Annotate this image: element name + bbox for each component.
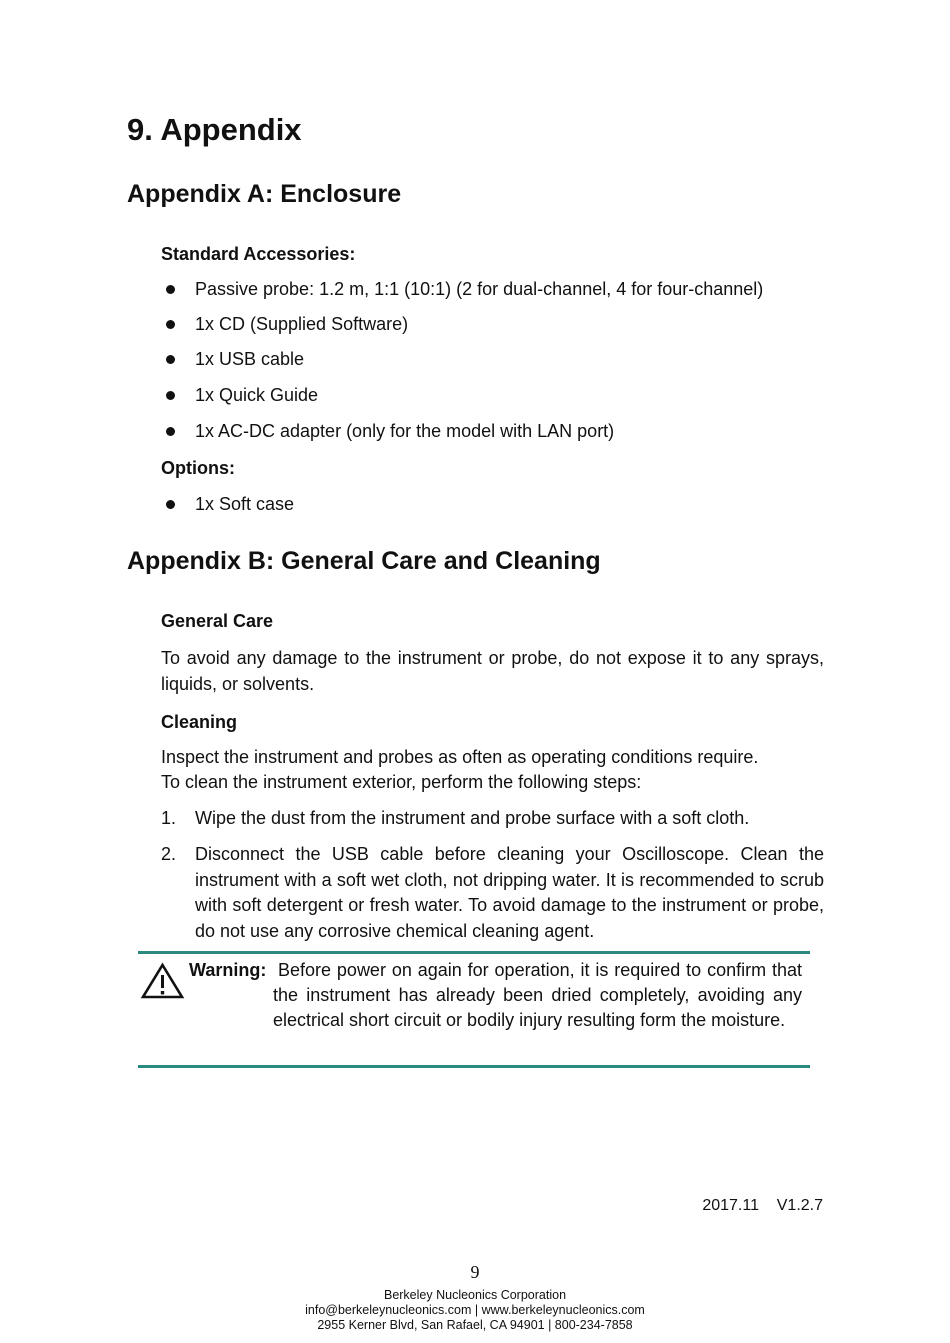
cleaning-step: [161, 842, 824, 946]
step-text: Disconnect the USB cable before cleaning your Oscilloscope. Clean the instrument with a soft wet cloth, not dripping water. It is recommended to scrub with soft detergent or fresh water. To avoid damage to the instrument or probe, do not use any corrosive chemical cleaning agent.: [195, 844, 824, 941]
warning-bottom-rule: [138, 1065, 810, 1068]
appendix-a-heading: Appendix A: Enclosure: [127, 180, 402, 208]
step-number: 1.: [161, 808, 177, 828]
bullet-icon: [166, 391, 175, 400]
cleaning-heading: Cleaning: [161, 712, 238, 732]
general-care-text: To avoid any damage to the instrument or probe, do not expose it to any sprays, liquids, or solvents.: [161, 648, 824, 694]
general-care-heading: General Care: [161, 611, 274, 631]
footer-company: Berkeley Nucleonics Corporation: [383, 1288, 567, 1302]
footer-address: 2955 Kerner Blvd, San Rafael, CA 94901 | 800-234-7858: [317, 1318, 633, 1332]
list-item-text: 1x AC-DC adapter (only for the model with LAN port): [195, 421, 615, 441]
footer-contact: info@berkeleynucleonics.com | www.berkeleynucleonics.com: [305, 1303, 645, 1317]
bullet-icon: [166, 427, 175, 436]
warning-label: Warning:: [189, 960, 267, 980]
bullet-icon: [166, 500, 175, 509]
list-item-text: 1x USB cable: [195, 349, 305, 369]
standard-accessories-heading: Standard Accessories:: [161, 244, 356, 264]
options-heading: Options:: [161, 458, 235, 478]
list-item-text: 1x Quick Guide: [195, 385, 319, 405]
step-text: Wipe the dust from the instrument and probe surface with a soft cloth.: [195, 808, 750, 828]
bullet-icon: [166, 285, 175, 294]
list-item-text: 1x Soft case: [195, 494, 295, 514]
page-title: 9. Appendix: [127, 112, 302, 147]
warning-triangle-icon: [140, 962, 185, 1000]
list-item-text: 1x CD (Supplied Software): [195, 314, 409, 334]
appendix-b-heading: Appendix B: General Care and Cleaning: [127, 547, 601, 575]
list-item-text: Passive probe: 1.2 m, 1:1 (10:1) (2 for dual-channel, 4 for four-channel): [195, 279, 764, 299]
bullet-icon: [166, 320, 175, 329]
page-number: 9: [470, 1262, 480, 1282]
cleaning-step: [161, 806, 824, 832]
step-number: 2.: [161, 844, 177, 864]
warning-top-rule: [138, 951, 810, 954]
version-label: 2017.11 V1.2.7: [702, 1197, 823, 1214]
bullet-icon: [166, 355, 175, 364]
warning-text: Before power on again for operation, it is required to confirm that the instrument has already been dried completely, avoiding any electrical short circuit or bodily injury resulting form the moisture.: [273, 960, 802, 1030]
cleaning-text-line-2: To clean the instrument exterior, perform the following steps:: [161, 772, 642, 792]
cleaning-text-line-1: Inspect the instrument and probes as often as operating conditions require.: [161, 747, 759, 767]
